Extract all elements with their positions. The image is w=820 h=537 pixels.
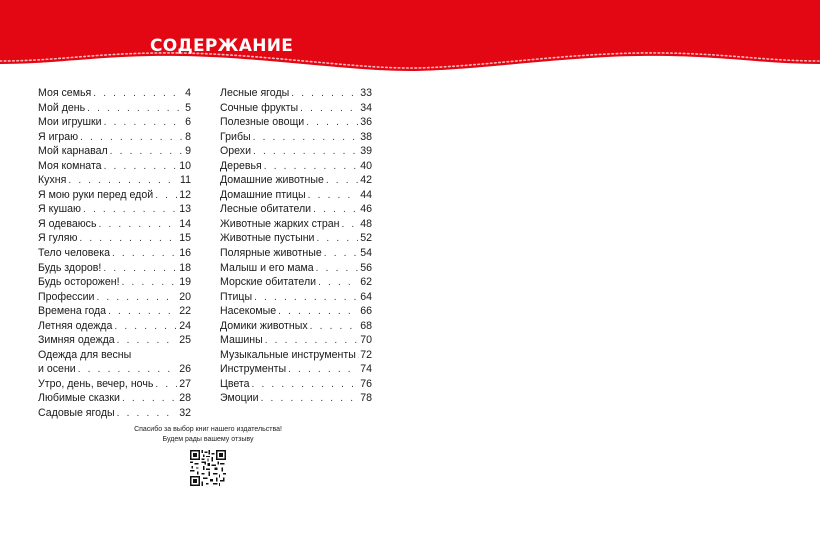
toc-entry-page: 4 bbox=[185, 87, 191, 99]
toc-dot-leader bbox=[68, 174, 178, 189]
toc-entry-title: Инструменты bbox=[220, 363, 287, 376]
toc-entry[interactable] bbox=[38, 319, 191, 334]
toc-entry-page: 36 bbox=[360, 116, 372, 129]
toc-dot-leader bbox=[103, 262, 177, 277]
footer-thanks: Спасибо за выбор книг нашего издательства! bbox=[134, 426, 282, 433]
toc-entry-page: 15 bbox=[179, 232, 191, 245]
toc-entry-title: Морские обитатели bbox=[220, 276, 317, 289]
toc-dot-leader bbox=[114, 320, 177, 335]
toc-dot-leader bbox=[108, 305, 177, 320]
toc-dot-leader bbox=[300, 102, 358, 117]
toc-entry-title: Любимые сказки bbox=[38, 392, 120, 405]
toc-entry-title: Грибы bbox=[220, 130, 251, 143]
toc-entry-page: 76 bbox=[360, 377, 372, 390]
toc-entry-page: 62 bbox=[360, 276, 372, 289]
toc-entry-title: Домашние животные bbox=[220, 174, 324, 187]
toc-entry-title: Я играю bbox=[38, 130, 79, 143]
toc-column-right bbox=[220, 86, 372, 406]
toc-entry[interactable] bbox=[38, 188, 191, 203]
toc-entry-title: Сочные фрукты bbox=[220, 101, 299, 114]
toc-dot-leader bbox=[313, 203, 358, 218]
toc-entry[interactable] bbox=[220, 333, 372, 348]
toc-entry-title: Птицы bbox=[220, 290, 253, 303]
toc-dot-leader bbox=[264, 160, 358, 175]
toc-entry-page: 72 bbox=[360, 348, 372, 361]
toc-entry-page: 44 bbox=[360, 188, 372, 201]
toc-entry[interactable] bbox=[220, 391, 372, 406]
toc-entry-title: Садовые ягоды bbox=[38, 407, 115, 420]
toc-entry-title: Одежда для весны bbox=[38, 348, 132, 361]
toc-entry-page: 46 bbox=[360, 203, 372, 216]
toc-entry[interactable] bbox=[38, 202, 191, 217]
toc-entry-page: 68 bbox=[360, 319, 372, 332]
toc-entry-page: 39 bbox=[360, 145, 372, 158]
toc-entry[interactable] bbox=[220, 246, 372, 261]
toc-entry-page: 22 bbox=[179, 305, 191, 318]
toc-entry-title: Цвета bbox=[220, 377, 250, 390]
toc-entry-page: 18 bbox=[179, 261, 191, 274]
toc-dot-leader bbox=[112, 247, 177, 262]
toc-entry-page: 52 bbox=[360, 232, 372, 245]
toc-entry-title: Тело человека bbox=[38, 247, 110, 260]
toc-entry[interactable] bbox=[220, 362, 372, 377]
toc-dot-leader bbox=[122, 392, 177, 407]
toc-dot-leader bbox=[155, 189, 177, 204]
toc-dot-leader bbox=[79, 232, 177, 247]
toc-entry[interactable] bbox=[220, 261, 372, 276]
toc-entry-page: 27 bbox=[179, 377, 191, 390]
footer-note bbox=[110, 425, 306, 445]
toc-entry[interactable] bbox=[220, 304, 372, 319]
toc-entry-page: 5 bbox=[185, 101, 191, 114]
toc-dot-leader bbox=[78, 363, 177, 378]
toc-entry-title: Кухня bbox=[38, 174, 67, 187]
toc-entry-title: Профессии bbox=[38, 290, 95, 303]
toc-column-left bbox=[38, 86, 191, 421]
toc-entry-title: Полезные овощи bbox=[220, 116, 305, 129]
toc-dot-leader bbox=[318, 276, 358, 291]
toc-dot-leader bbox=[316, 232, 358, 247]
toc-entry-title: Я мою руки перед едой bbox=[38, 188, 154, 201]
toc-entry-title: Летняя одежда bbox=[38, 319, 113, 332]
toc-entry[interactable] bbox=[38, 101, 191, 116]
toc-entry-title: Малыш и его мама bbox=[220, 261, 314, 274]
toc-dot-leader bbox=[253, 145, 358, 160]
toc-entry-title: Мои игрушки bbox=[38, 116, 102, 129]
toc-entry-page: 14 bbox=[179, 217, 191, 230]
toc-entry-title: Домашние птицы bbox=[220, 188, 306, 201]
toc-entry-page: 64 bbox=[360, 290, 372, 303]
toc-entry-title: Домики животных bbox=[220, 319, 308, 332]
toc-entry-page: 25 bbox=[179, 334, 191, 347]
toc-dot-leader bbox=[308, 189, 359, 204]
toc-entry[interactable] bbox=[220, 275, 372, 290]
toc-entry[interactable] bbox=[38, 246, 191, 261]
toc-entry-title: Будь осторожен! bbox=[38, 276, 120, 289]
toc-entry-page: 28 bbox=[179, 392, 191, 405]
toc-entry-title: Лесные обитатели bbox=[220, 203, 312, 216]
toc-entry[interactable] bbox=[38, 231, 191, 246]
toc-dot-leader bbox=[278, 305, 358, 320]
toc-entry-page: 33 bbox=[360, 87, 372, 99]
header-wave-shape bbox=[0, 0, 820, 80]
toc-entry[interactable] bbox=[38, 406, 191, 421]
toc-entry[interactable] bbox=[220, 159, 372, 174]
toc-entry-title: Насекомые bbox=[220, 305, 277, 318]
header-band bbox=[0, 0, 820, 80]
toc-entry[interactable] bbox=[38, 261, 191, 276]
toc-entry-title: Орехи bbox=[220, 145, 252, 158]
toc-entry-title: Эмоции bbox=[220, 392, 259, 405]
toc-entry[interactable] bbox=[220, 101, 372, 116]
toc-dot-leader bbox=[288, 363, 358, 378]
toc-dot-leader bbox=[80, 131, 183, 146]
toc-entry[interactable] bbox=[220, 130, 372, 145]
toc-entry[interactable] bbox=[38, 362, 191, 377]
toc-dot-leader bbox=[117, 407, 178, 422]
toc-entry[interactable] bbox=[38, 130, 191, 145]
toc-dot-leader bbox=[155, 378, 177, 393]
toc-entry[interactable] bbox=[38, 377, 191, 392]
toc-dot-leader bbox=[110, 145, 183, 160]
toc-entry[interactable] bbox=[38, 304, 191, 319]
toc-dot-leader bbox=[254, 291, 358, 306]
toc-entry[interactable] bbox=[38, 333, 191, 348]
toc-dot-leader bbox=[117, 334, 178, 349]
toc-entry-page: 56 bbox=[360, 261, 372, 274]
toc-entry-title: Мой карнавал bbox=[38, 145, 108, 158]
toc-dot-leader bbox=[122, 276, 178, 291]
toc-entry-page: 32 bbox=[179, 407, 191, 420]
toc-dot-leader bbox=[341, 218, 358, 233]
toc-entry-title: Мой день bbox=[38, 101, 86, 114]
toc-entry[interactable] bbox=[38, 275, 191, 290]
toc-entry[interactable] bbox=[38, 391, 191, 406]
toc-entry-title: Полярные животные bbox=[220, 247, 322, 260]
toc-dot-leader bbox=[261, 392, 359, 407]
toc-entry-page: 78 bbox=[360, 392, 372, 405]
toc-entry[interactable] bbox=[220, 319, 372, 334]
toc-entry-page: 8 bbox=[185, 130, 191, 143]
toc-entry-page: 11 bbox=[180, 174, 191, 187]
toc-entry-title: Я гуляю bbox=[38, 232, 78, 245]
toc-entry-title: Времена года bbox=[38, 305, 107, 318]
footer-review: Будем рады вашему отзыву bbox=[162, 436, 254, 443]
toc-dot-leader bbox=[96, 291, 177, 306]
toc-entry-page: 20 bbox=[179, 290, 191, 303]
toc-entry[interactable] bbox=[220, 86, 372, 101]
toc-entry-page: 34 bbox=[360, 101, 372, 114]
toc-dot-leader bbox=[316, 262, 359, 277]
toc-entry[interactable] bbox=[38, 348, 191, 363]
toc-entry-title: Моя комната bbox=[38, 159, 102, 172]
toc-entry-title: Я кушаю bbox=[38, 203, 81, 216]
toc-entry-page: 24 bbox=[179, 319, 191, 332]
toc-dot-leader bbox=[99, 218, 178, 233]
toc-entry-page: 40 bbox=[360, 159, 372, 172]
toc-entry[interactable] bbox=[38, 159, 191, 174]
toc-dot-leader bbox=[93, 87, 183, 102]
toc-entry-page: 38 bbox=[360, 130, 372, 143]
toc-dot-leader bbox=[306, 116, 358, 131]
toc-entry[interactable] bbox=[38, 115, 191, 130]
toc-entry[interactable] bbox=[38, 86, 191, 101]
toc-entry[interactable] bbox=[38, 290, 191, 305]
toc-entry[interactable] bbox=[220, 115, 372, 130]
toc-dot-leader bbox=[310, 320, 359, 335]
toc-entry-page: 12 bbox=[179, 188, 191, 201]
toc-entry-title: Деревья bbox=[220, 159, 262, 172]
toc-dot-leader bbox=[104, 116, 183, 131]
toc-entry-page: 6 bbox=[185, 116, 191, 129]
toc-entry[interactable] bbox=[220, 348, 372, 363]
toc-entry-title: Животные жарких стран bbox=[220, 217, 340, 230]
toc-entry-title: Будь здоров! bbox=[38, 261, 102, 274]
toc-entry[interactable] bbox=[220, 188, 372, 203]
toc-entry-title: Машины bbox=[220, 334, 263, 347]
toc-entry-page: 13 bbox=[179, 203, 191, 216]
toc-entry[interactable] bbox=[220, 377, 372, 392]
toc-entry-title: Зимняя одежда bbox=[38, 334, 115, 347]
toc-entry[interactable] bbox=[220, 173, 372, 188]
toc-entry[interactable] bbox=[38, 144, 191, 159]
toc-entry-page: 19 bbox=[179, 276, 191, 289]
toc-entry-page: 54 bbox=[360, 247, 372, 260]
toc-dot-leader bbox=[104, 160, 178, 175]
toc-entry-title: Я одеваюсь bbox=[38, 217, 97, 230]
page-title: СОДЕРЖАНИЕ bbox=[150, 36, 294, 56]
toc-entry[interactable] bbox=[220, 290, 372, 305]
toc-entry-page: 42 bbox=[360, 174, 372, 187]
toc-dot-leader bbox=[291, 87, 358, 102]
toc-entry-title: и осени bbox=[38, 363, 76, 376]
qr-code-icon[interactable] bbox=[190, 450, 226, 486]
toc-entry-page: 48 bbox=[360, 217, 372, 230]
toc-entry-title: Моя семья bbox=[38, 87, 92, 99]
toc-entry-page: 70 bbox=[360, 334, 372, 347]
toc-dot-leader bbox=[253, 131, 359, 146]
toc-entry-page: 74 bbox=[360, 363, 372, 376]
toc-entry[interactable] bbox=[220, 231, 372, 246]
toc-entry[interactable] bbox=[220, 217, 372, 232]
toc-entry-title: Утро, день, вечер, ночь bbox=[38, 377, 154, 390]
toc-dot-leader bbox=[326, 174, 358, 189]
toc-entry[interactable] bbox=[220, 202, 372, 217]
toc-entry[interactable] bbox=[38, 173, 191, 188]
toc-entry-title: Лесные ягоды bbox=[220, 87, 290, 99]
toc-entry-page: 10 bbox=[179, 159, 191, 172]
toc-dot-leader bbox=[83, 203, 177, 218]
toc-dot-leader bbox=[265, 334, 358, 349]
toc-dot-leader bbox=[324, 247, 358, 262]
toc-entry-title: Животные пустыни bbox=[220, 232, 315, 245]
toc-entry[interactable] bbox=[38, 217, 191, 232]
toc-entry-page: 26 bbox=[179, 363, 191, 376]
toc-entry-title: Музыкальные инструменты bbox=[220, 348, 356, 361]
toc-dot-leader bbox=[252, 378, 359, 393]
toc-entry-page: 66 bbox=[360, 305, 372, 318]
toc-entry-page: 16 bbox=[179, 247, 191, 260]
toc-entry-page: 9 bbox=[185, 145, 191, 158]
toc-entry[interactable] bbox=[220, 144, 372, 159]
toc-dot-leader bbox=[87, 102, 183, 117]
